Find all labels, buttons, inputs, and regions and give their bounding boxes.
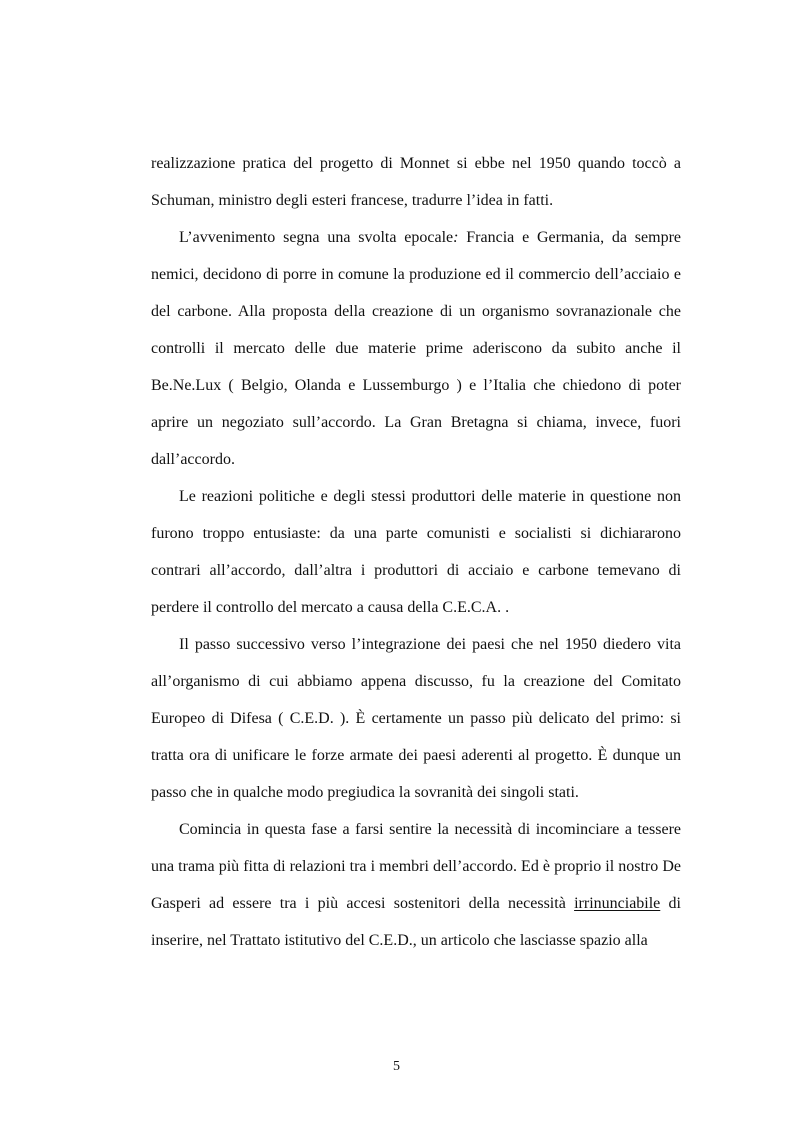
paragraph-text-start: L’avvenimento segna una svolta epocale — [179, 229, 454, 246]
paragraph-monnet-schuman: realizzazione pratica del progetto di Monnet si ebbe nel 1950 quando toccò a Schuman, ministro degli esteri francese, tradurre l’idea in fatti. — [151, 155, 681, 209]
page-number: 5 — [393, 1059, 400, 1074]
italic-colon: : — [453, 229, 459, 246]
paragraph-passo-successivo: Il passo successivo verso l’integrazione dei paesi che nel 1950 diedero vita all’organismo di cui abbiamo appena discusso, fu la creazione del Comitato Europeo di Difesa ( C.E.D. ). È certamente un passo più delicato del primo: si tratta ora di unificare le forze armate dei paesi aderenti al progetto. È dunque un passo che in qualche modo pregiudica la sovranità dei singoli stati. — [151, 636, 681, 801]
paragraph-text-rest: Francia e Germania, da sempre nemici, decidono di porre in comune la produzione ed il commercio dell’acciaio e del carbone. Alla proposta della creazione di un organismo sovranazionale che controlli il mercato delle due materie prime aderiscono da subito anche il Be.Ne.Lux ( Belgio, Olanda e Lussemburgo ) e l’Italia che chiedono di poter aprire un negoziato sull’accordo. La Gran Bretagna si chiama, invece, fuori dall’accordo. — [151, 229, 682, 468]
paragraph-svolta-epocale — [151, 219, 681, 478]
paragraph-reazioni-politiche: Le reazioni politiche e degli stessi produttori delle materie in questione non furono troppo entusiaste: da una parte comunisti e socialisti si dichiararono contrari all’accordo, dall’altra i produttori di acciaio e carbone temevano di perdere il controllo del mercato a causa della C.E.C.A. . — [151, 488, 681, 616]
page-body — [151, 145, 681, 959]
paragraph-de-gasperi — [151, 811, 681, 959]
paragraph-text-rest: di inserire, nel Trattato istitutivo del C.E.D., un articolo che lasciasse spazio alla — [151, 895, 682, 949]
underlined-word: irrinunciabile — [574, 895, 661, 912]
paragraph-text-start: Comincia in questa fase a farsi sentire la necessità di incominciare a tessere una trama più fitta di relazioni tra i membri dell’accordo. Ed è proprio il nostro De Gasperi ad essere tra i più accesi sostenitori della necessità — [151, 821, 681, 912]
